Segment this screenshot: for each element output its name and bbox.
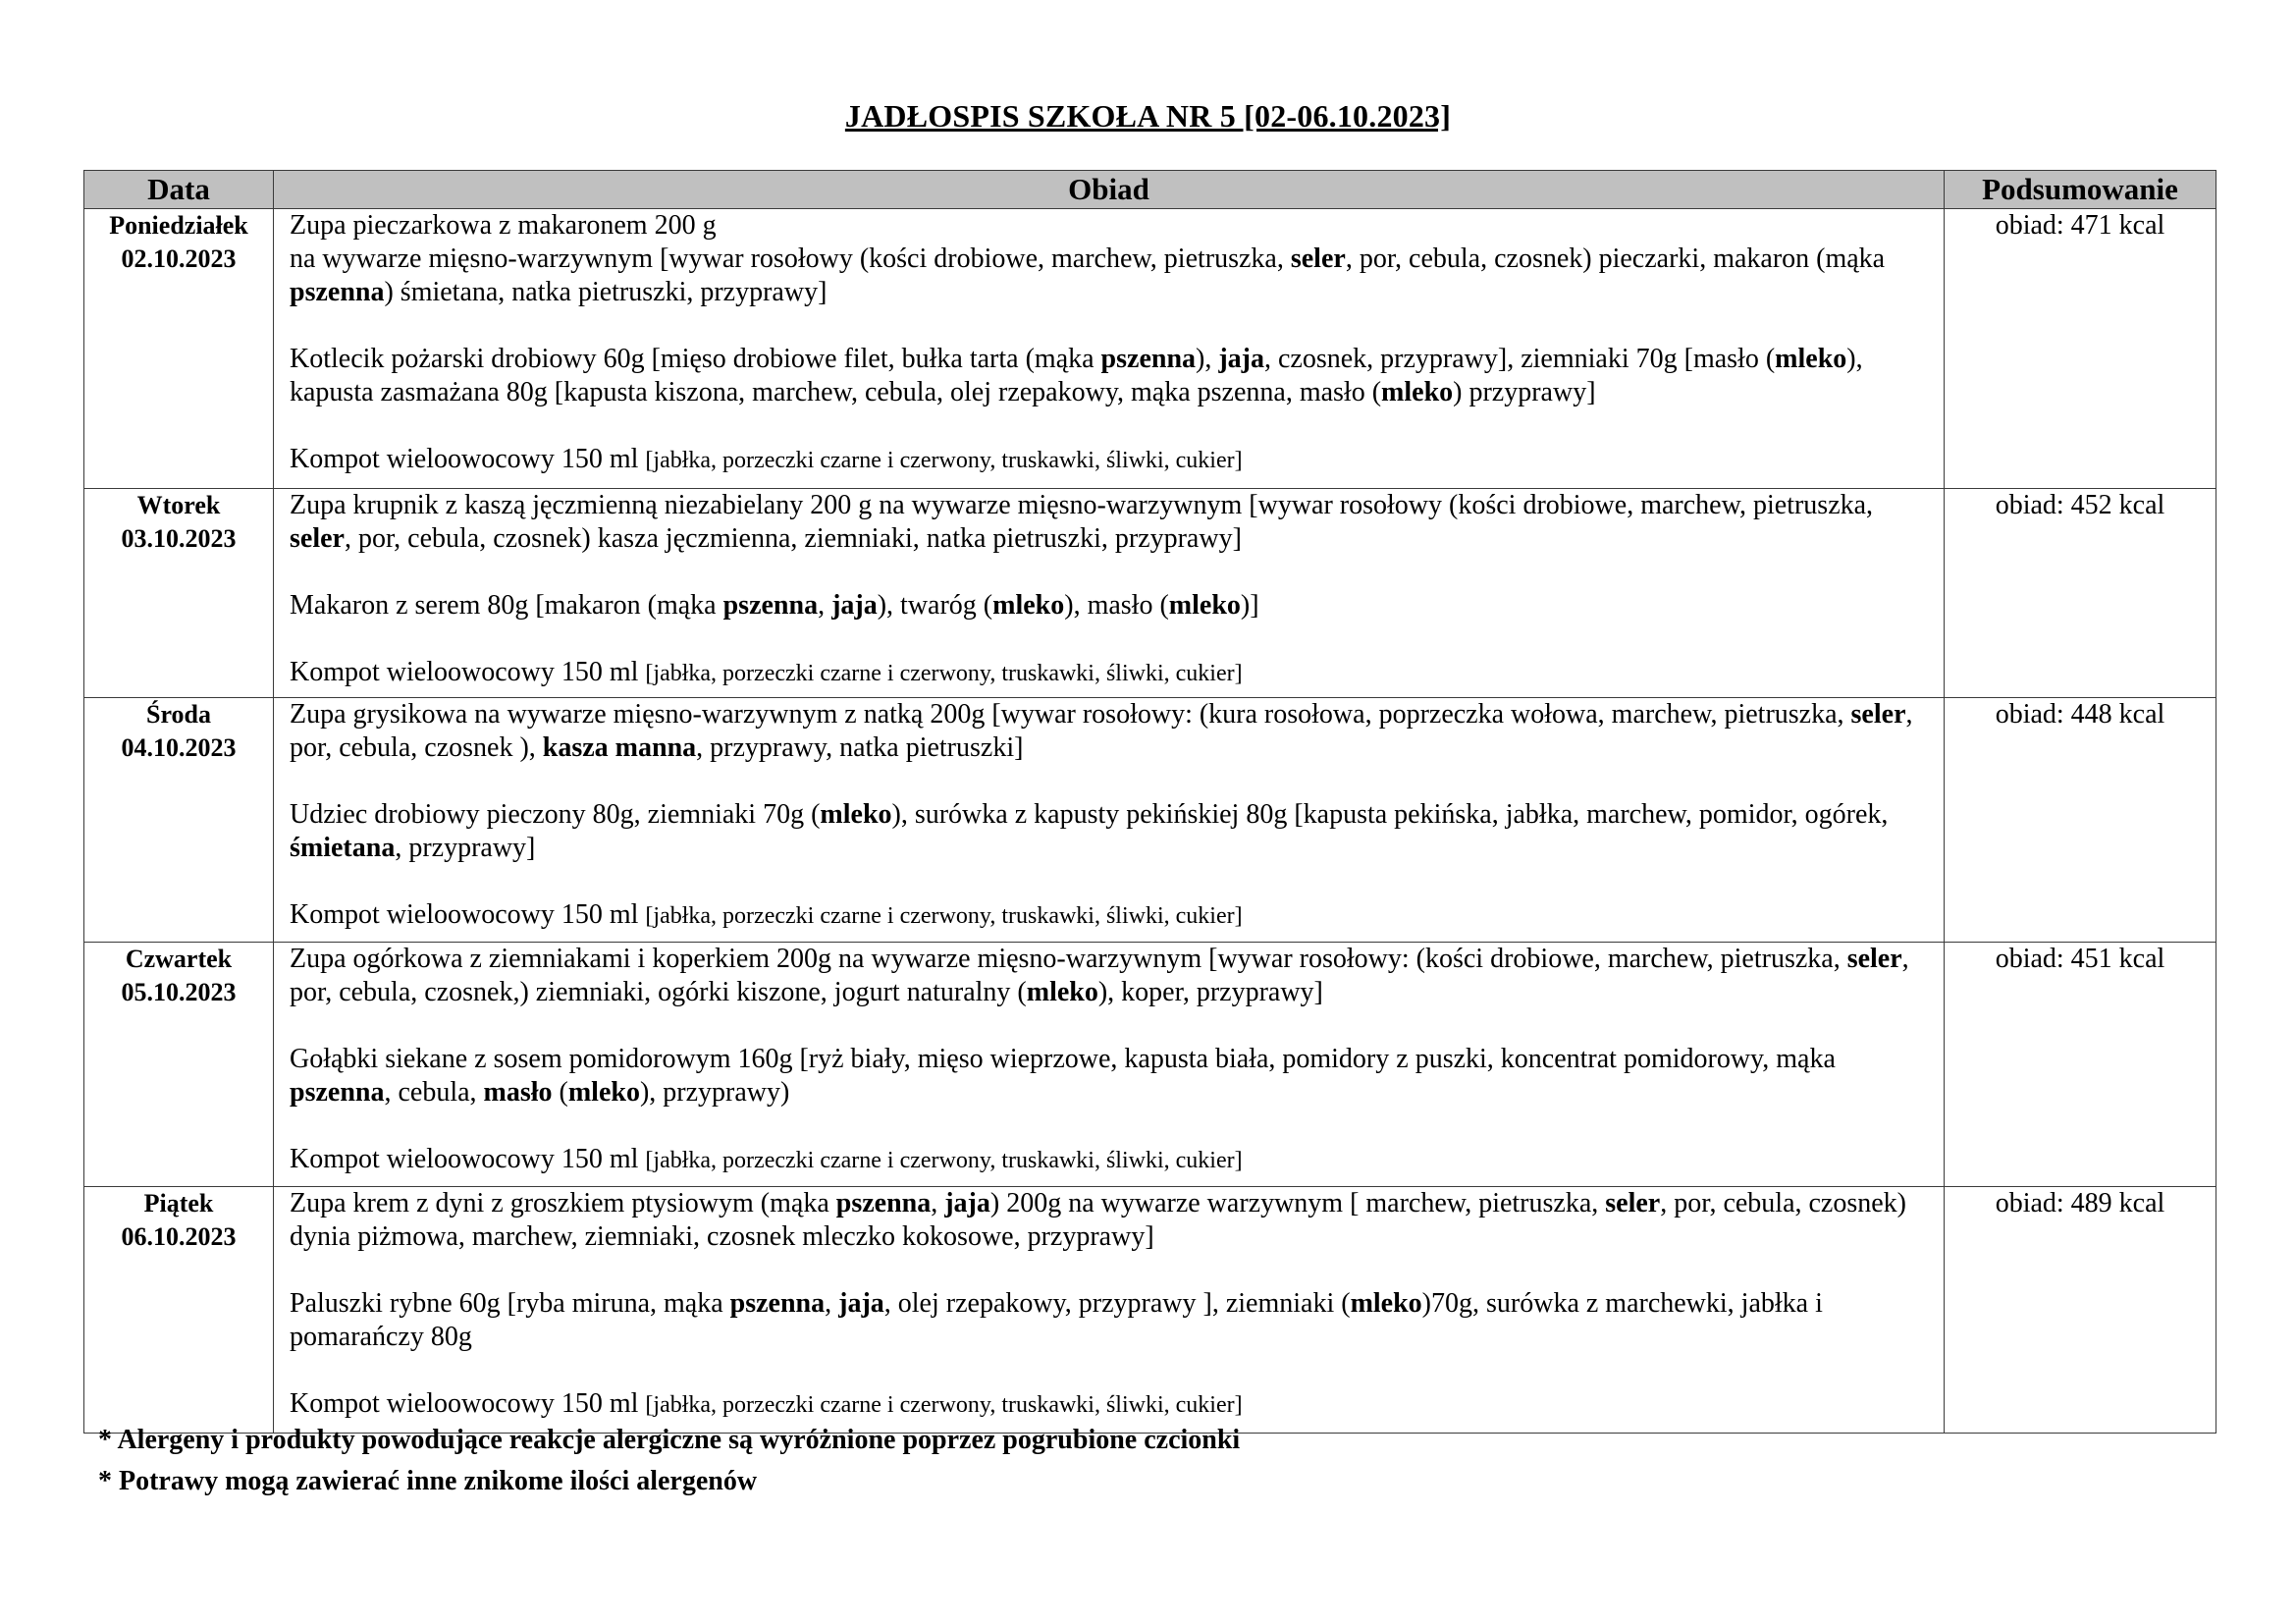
day-date: 02.10.2023 — [121, 244, 237, 273]
dish-text: ), twaróg ( — [877, 590, 993, 621]
allergen-text: mleko — [1350, 1288, 1422, 1319]
day-cell — [84, 489, 274, 698]
table-row — [84, 489, 2216, 698]
dish-description — [290, 443, 1934, 477]
dish-description — [290, 1187, 1934, 1254]
dish-text: , przyprawy, natka pietruszki] — [696, 732, 1024, 763]
ingredients-text: [jabłka, porzeczki czarne i czerwony, truskawki, śliwki, cukier] — [645, 661, 1243, 686]
dish-text: , olej rzepakowy, przyprawy ], ziemniaki ( — [883, 1288, 1351, 1319]
dish-text: , czosnek, przyprawy], ziemniaki 70g [masło ( — [1264, 344, 1776, 374]
day-name: Poniedziałek — [109, 211, 248, 240]
header-date: Data — [84, 171, 274, 209]
day-date: 03.10.2023 — [121, 524, 237, 553]
allergen-text: mleko — [1026, 977, 1098, 1007]
day-cell — [84, 943, 274, 1187]
allergen-text: jaja — [831, 590, 878, 621]
dish-text: ), surówka z kapusty pekińskiej 80g [kapusta pekińska, jabłka, marchew, pomidor, ogórek, — [891, 799, 1889, 830]
table-row — [84, 1187, 2216, 1434]
dish-text: Makaron z serem 80g [makaron (mąka — [290, 590, 723, 621]
dish-text: Kompot wieloowocowy 150 ml — [290, 1144, 646, 1174]
dish-text: ) śmietana, natka pietruszki, przyprawy] — [384, 277, 828, 307]
dish-description — [290, 343, 1934, 409]
dish-text: ), kapusta zasmażana 80g [kapusta kiszona, marchew, cebula, olej rzepakowy, mąka pszenna, masło ( — [290, 344, 1863, 407]
dish-text: ) przyprawy] — [1453, 377, 1596, 407]
ingredients-text: [jabłka, porzeczki czarne i czerwony, truskawki, śliwki, cukier] — [645, 903, 1243, 929]
dish-text: , przyprawy] — [395, 833, 536, 863]
dish-text: )70g, surówka z marchewki, jabłka i pomarańczy 80g — [290, 1288, 1823, 1352]
allergen-text: pszenna — [729, 1288, 826, 1319]
dish-description — [290, 1387, 1934, 1422]
allergen-text: jaja — [838, 1288, 884, 1319]
dish-text: Kompot wieloowocowy 150 ml — [290, 1388, 646, 1419]
allergen-text: seler — [1850, 699, 1906, 730]
meal-cell — [274, 209, 1945, 489]
dish-description — [290, 943, 1934, 1009]
dish-text: ), koper, przyprawy] — [1097, 977, 1323, 1007]
day-date: 06.10.2023 — [121, 1222, 237, 1251]
day-name: Piątek — [143, 1189, 214, 1218]
dish-text: ), — [1196, 344, 1219, 374]
dish-description — [290, 698, 1934, 765]
dish-description — [290, 798, 1934, 865]
dish-text: Kompot wieloowocowy 150 ml — [290, 657, 646, 687]
dish-text: Udziec drobiowy pieczony 80g, ziemniaki 70g ( — [290, 799, 821, 830]
dish-text: Paluszki rybne 60g [ryba miruna, mąka — [290, 1288, 730, 1319]
dish-text: Gołąbki siekane z sosem pomidorowym 160g [ryż biały, mięso wieprzowe, kapusta biała, pomidory z puszki, koncentrat pomidorowy, mąka — [290, 1044, 1836, 1074]
ingredients-text: [jabłka, porzeczki czarne i czerwony, truskawki, śliwki, cukier] — [645, 1392, 1243, 1418]
dish-text: , — [825, 1288, 839, 1319]
dish-text: , por, cebula, czosnek) dynia piżmowa, marchew, ziemniaki, czosnek mleczko kokosowe, przyprawy] — [290, 1188, 1907, 1252]
dish-description — [290, 209, 1934, 309]
allergen-text: pszenna — [835, 1188, 932, 1218]
dish-text: Kompot wieloowocowy 150 ml — [290, 899, 646, 930]
day-cell — [84, 209, 274, 489]
summary-kcal: obiad: 489 kcal — [1945, 1187, 2216, 1434]
meal-cell — [274, 489, 1945, 698]
dish-text: , por, cebula, czosnek ), — [290, 699, 1913, 763]
ingredients-text: [jabłka, porzeczki czarne i czerwony, truskawki, śliwki, cukier] — [645, 448, 1243, 473]
allergen-text: mleko — [820, 799, 892, 830]
menu-table — [83, 170, 2216, 1434]
dish-text: , — [818, 590, 832, 621]
allergen-text: mleko — [1775, 344, 1847, 374]
dish-text: Zupa krem z dyni z groszkiem ptysiowym (mąka — [290, 1188, 836, 1218]
day-cell — [84, 698, 274, 943]
dish-text: Zupa grysikowa na wywarze mięsno-warzywnym z natką 200g [wywar rosołowy: (kura rosołowa, poprzeczka wołowa, marchew, pietruszka, — [290, 699, 1851, 730]
allergen-text: pszenna — [722, 590, 819, 621]
dish-description — [290, 589, 1934, 623]
allergen-text: seler — [1846, 944, 1902, 974]
dish-text: , — [931, 1188, 945, 1218]
dish-text: , por, cebula, czosnek) pieczarki, makaron (mąka — [1345, 244, 1886, 274]
meal-cell — [274, 1187, 1945, 1434]
day-name: Wtorek — [136, 491, 221, 519]
allergen-text: pszenna — [1100, 344, 1197, 374]
menu-body — [84, 209, 2216, 1434]
allergen-text: jaja — [1218, 344, 1264, 374]
dish-description — [290, 656, 1934, 690]
summary-kcal: obiad: 471 kcal — [1945, 209, 2216, 489]
header-summary: Podsumowanie — [1945, 171, 2216, 209]
dish-text: ( — [552, 1077, 568, 1108]
page-title: JADŁOSPIS SZKOŁA NR 5 [02-06.10.2023] — [844, 98, 1452, 134]
dish-description — [290, 898, 1934, 933]
allergen-text: śmietana — [290, 833, 396, 863]
allergen-text: seler — [290, 523, 345, 554]
dish-text: ), masło ( — [1064, 590, 1169, 621]
allergen-text: jaja — [944, 1188, 990, 1218]
dish-text: , cebula, — [384, 1077, 484, 1108]
allergen-text: pszenna — [290, 277, 385, 307]
allergen-text: masło — [483, 1077, 553, 1108]
allergen-text: kasza manna — [542, 732, 697, 763]
table-row — [84, 943, 2216, 1187]
dish-text: Zupa krupnik z kaszą jęczmienną niezabielany 200 g na wywarze mięsno-warzywnym [wywar rosołowy (kości drobiowe, marchew, pietruszka, — [290, 490, 1874, 520]
day-date: 04.10.2023 — [121, 733, 237, 762]
allergen-text: seler — [1605, 1188, 1661, 1218]
day-cell — [84, 1187, 274, 1434]
dish-text: , por, cebula, czosnek) kasza jęczmienna, ziemniaki, natka pietruszki, przyprawy] — [344, 523, 1242, 554]
dish-text: )] — [1240, 590, 1259, 621]
dish-text: ), przyprawy) — [639, 1077, 790, 1108]
summary-kcal: obiad: 452 kcal — [1945, 489, 2216, 698]
allergen-note: * Alergeny i produkty powodujące reakcje alergiczne są wyróżnione poprzez pogrubione czcionki — [98, 1425, 1241, 1455]
dish-text: ) 200g na wywarze warzywnym [ marchew, pietruszka, — [989, 1188, 1606, 1218]
day-name: Czwartek — [125, 945, 233, 973]
summary-kcal: obiad: 451 kcal — [1945, 943, 2216, 1187]
day-name: Środa — [146, 700, 211, 729]
allergen-text: seler — [1290, 244, 1346, 274]
dish-text: Zupa ogórkowa z ziemniakami i koperkiem 200g na wywarze mięsno-warzywnym [wywar rosołowy: (kości drobiowe, marchew, pietruszka, — [290, 944, 1847, 974]
allergen-text: pszenna — [290, 1077, 385, 1108]
allergen-text: mleko — [992, 590, 1065, 621]
dish-description — [290, 1043, 1934, 1110]
dish-text: Zupa pieczarkowa z makaronem 200 g — [290, 210, 717, 241]
meal-cell — [274, 943, 1945, 1187]
table-row — [84, 209, 2216, 489]
table-row — [84, 698, 2216, 943]
dish-description — [290, 1143, 1934, 1177]
allergen-text: mleko — [567, 1077, 640, 1108]
table-header-row — [84, 171, 2216, 209]
allergen-text: mleko — [1168, 590, 1241, 621]
dish-text: , por, cebula, czosnek,) ziemniaki, ogórki kiszone, jogurt naturalny ( — [290, 944, 1909, 1007]
day-date: 05.10.2023 — [121, 978, 237, 1006]
dish-text: na wywarze mięsno-warzywnym [wywar rosołowy (kości drobiowe, marchew, pietruszka, — [290, 244, 1291, 274]
dish-description — [290, 1287, 1934, 1354]
meal-cell — [274, 698, 1945, 943]
dish-text: Kompot wieloowocowy 150 ml — [290, 444, 646, 474]
header-meal: Obiad — [274, 171, 1945, 209]
summary-kcal: obiad: 448 kcal — [1945, 698, 2216, 943]
dish-text: Kotlecik pożarski drobiowy 60g [mięso drobiowe filet, bułka tarta (mąka — [290, 344, 1101, 374]
allergen-text: mleko — [1381, 377, 1454, 407]
trace-allergen-note: * Potrawy mogą zawierać inne znikome ilości alergenów — [98, 1466, 758, 1496]
dish-description — [290, 489, 1934, 556]
ingredients-text: [jabłka, porzeczki czarne i czerwony, truskawki, śliwki, cukier] — [645, 1148, 1243, 1173]
